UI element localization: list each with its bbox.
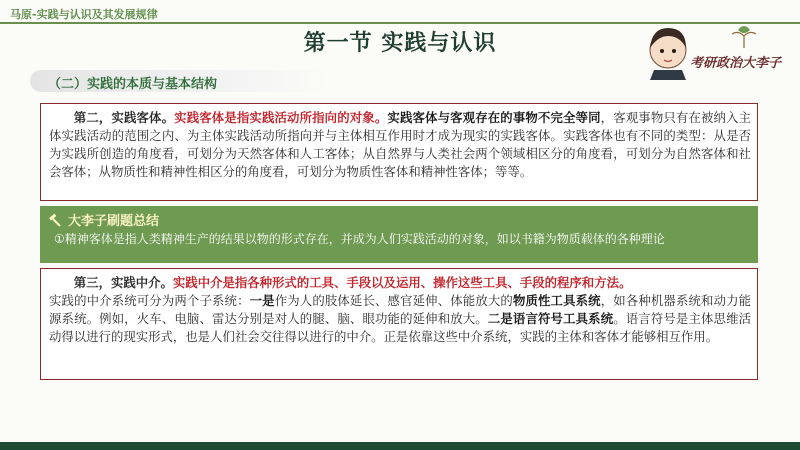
box1-bold-phrase: 实践客体与客观存在的事物不完全等同 xyxy=(387,110,601,125)
box2-text-1: 实践的中介系统可分为两个子系统： xyxy=(49,293,250,308)
box2-body xyxy=(49,293,751,344)
box1-lead: 第二，实践客体。 xyxy=(73,110,175,125)
page-title: 第一节 实践与认识 xyxy=(303,31,497,56)
gavel-icon xyxy=(48,213,62,227)
box2-text-3: ，如各种机器系统和动力能源系统。例如，火车、电脑、雷达分别是对人的腿、脑、眼功能的延伸和放大。 xyxy=(49,293,752,326)
subsection-label: （二）实践的本质与基本结构 xyxy=(48,77,218,92)
summary-title: 大李子刷题总结 xyxy=(68,214,160,229)
box1-paragraph xyxy=(49,109,751,181)
box2-bold-1: 一是 xyxy=(249,293,275,308)
header-bar xyxy=(0,0,800,22)
box2-heading xyxy=(49,274,751,292)
content-box-practice-medium xyxy=(40,268,758,380)
box2-text-2: 作为人的肢体延长、感官延伸、体能放大的 xyxy=(274,293,513,308)
box1-definition: 实践客体是指实践活动所指向的对象。 xyxy=(174,110,388,125)
course-label: 马原-实践与认识及其发展规律 xyxy=(10,8,158,21)
box2-bold-3: 二是语言符号工具系统 xyxy=(487,311,614,326)
summary-title-row xyxy=(48,210,750,229)
box2-definition: 实践中介是指各种形式的工具、手段以及运用、操作这些工具、手段的程序和方法。 xyxy=(172,275,632,290)
summary-body: ①精神客体是指人类精神生产的结果以物的形式存在，并成为人们实践活动的对象，如以书籍为物质载体的各种理论 xyxy=(54,232,665,246)
footer-bar xyxy=(0,442,800,450)
summary-banner xyxy=(40,206,758,263)
box1-body: ，客观事物只有在被纳入主体实践活动的范围之内、为主体实践活动所指向并与主体相互作用时才成为现实的实践客体。实践客体也有不同的类型：从是否为实践所创造的角度看，可划分为天然客体和人工客体；从自然界与人类社会两个领域相区分的角度看，可划分为自然客体和社会客体；从物质性和精神性相区分的角度看，可划分为物质性客体和精神性客体；等等。 xyxy=(49,110,752,179)
logo-text: 考研政治大李子 xyxy=(690,56,782,71)
logo-illustration xyxy=(640,20,790,80)
content-box-practice-object xyxy=(40,103,758,201)
box2-bold-2: 物质性工具系统 xyxy=(512,293,601,308)
subsection-tab xyxy=(30,70,330,92)
box2-lead: 第三，实践中介。 xyxy=(73,275,173,290)
box2-text-4: 。语言符号是主体思维活动得以进行的现实形式，也是人们社会交往得以进行的中介。正是依靠这些中介系统，实践的主体和客体才能够相互作用。 xyxy=(49,311,752,344)
